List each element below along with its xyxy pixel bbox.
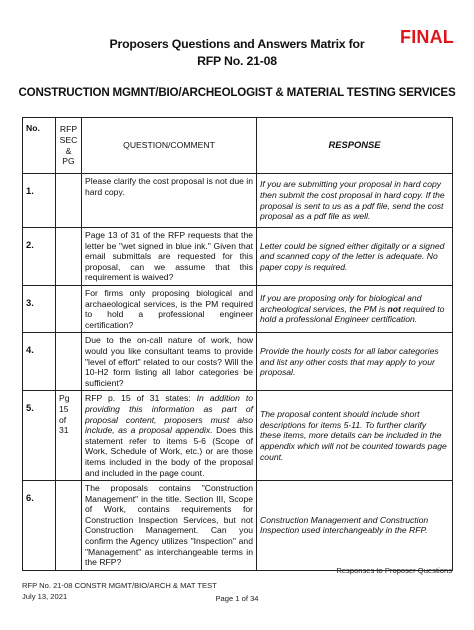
page-title: Proposers Questions and Answers Matrix for [109, 37, 365, 51]
header-no: No. [23, 118, 56, 174]
header-question: QUESTION/COMMENT [82, 118, 257, 174]
qa-matrix-table [22, 117, 453, 571]
table-row [23, 228, 453, 286]
row-number: 1. [23, 174, 56, 228]
row-question: Page 13 of 31 of the RFP requests that the letter be "wet signed in blue ink." Given that email submittals are requested for this proposal, can we assume that this requirement is waived? [82, 228, 257, 286]
rfp-number: RFP No. 21-08 [197, 54, 277, 68]
page-number: Page 1 of 34 [215, 594, 259, 603]
row-rfp-ref [56, 333, 82, 391]
table-row [23, 481, 453, 571]
footer-date: July 13, 2021 [22, 592, 68, 601]
row-response: The proposal content should include short descriptions for items 5-11. To further clarify these items, more details can be included in the appendix which will not be counted towards page count. [257, 391, 453, 481]
row-response [257, 286, 453, 333]
response-text: If you are proposing only for biological and archeological services, the PM is [260, 293, 422, 314]
row-rfp-ref [56, 481, 82, 571]
response-text: required to hold a professional Engineer certification. [260, 303, 445, 325]
row-number: 6. [23, 481, 56, 571]
row-response: Letter could be signed either digitally or a signed and scanned copy of the letter is adequate. No paper copy is required. [257, 228, 453, 286]
question-text: RFP p. 15 of 31 states: [85, 393, 197, 404]
row-question [82, 391, 257, 481]
project-title: CONSTRUCTION MGMNT/BIO/ARCHEOLOGIST & MATERIAL TESTING SERVICES [18, 86, 456, 99]
row-rfp-ref: Pg 15 of 31 [56, 391, 82, 481]
row-rfp-ref [56, 174, 82, 228]
question-quote: In addition to providing this information as part of proposal content, proposers must also include, as a proposal appendix. [85, 393, 253, 436]
row-response: If you are submitting your proposal in hard copy then submit the cost proposal in hard copy. If the proposal is sent to us as a pdf file, send the cost proposal as a pdf file as well. [257, 174, 453, 228]
table-row [23, 333, 453, 391]
header-rfp-sec-pg: RFP SEC & PG [56, 118, 82, 174]
row-number: 5. [23, 391, 56, 481]
table-header-row [23, 118, 453, 174]
response-emphasis: not [387, 303, 401, 314]
row-rfp-ref [56, 286, 82, 333]
row-question: Please clarify the cost proposal is not due in hard copy. [82, 174, 257, 228]
question-text: Does this statement refer to items 5-6 (Scope of Work, Schedule of Work, etc.) or are those items included in the body of the proposal and included in the page count. [85, 425, 253, 478]
row-question: For firms only proposing biological and archaeological services, is the PM required to hold a professional engineer certification? [82, 286, 257, 333]
row-number: 2. [23, 228, 56, 286]
row-response: Provide the hourly costs for all labor categories and list any other costs that may apply to your proposal. [257, 333, 453, 391]
row-question: The proposals contains "Construction Management" in the title. Section III, Scope of Work, contains requirements for Construction Inspection Services, but not Construction Management. Can you confirm the Agency utilizes "Inspection" and "Management" as interchangeable terms in the RFP? [82, 481, 257, 571]
table-row [23, 174, 453, 228]
table-row [23, 286, 453, 333]
row-question: Due to the on-call nature of work, how would you like consultant teams to provide "level of effort" related to our costs? Will the 10-H2 form listing all labor categories be sufficient? [82, 333, 257, 391]
row-number: 4. [23, 333, 56, 391]
row-number: 3. [23, 286, 56, 333]
final-stamp: FINAL [400, 27, 454, 47]
row-rfp-ref [56, 228, 82, 286]
header-response: RESPONSE [257, 118, 453, 174]
table-row [23, 391, 453, 481]
row-response: Construction Management and Construction Inspection used interchangeably in the RFP. [257, 481, 453, 571]
footer-rfp-ref: RFP No. 21-08 CONSTR MGMT/BIO/ARCH & MAT TEST [22, 581, 217, 590]
footer-doc-label: Responses to Proposer Questions [336, 566, 452, 575]
